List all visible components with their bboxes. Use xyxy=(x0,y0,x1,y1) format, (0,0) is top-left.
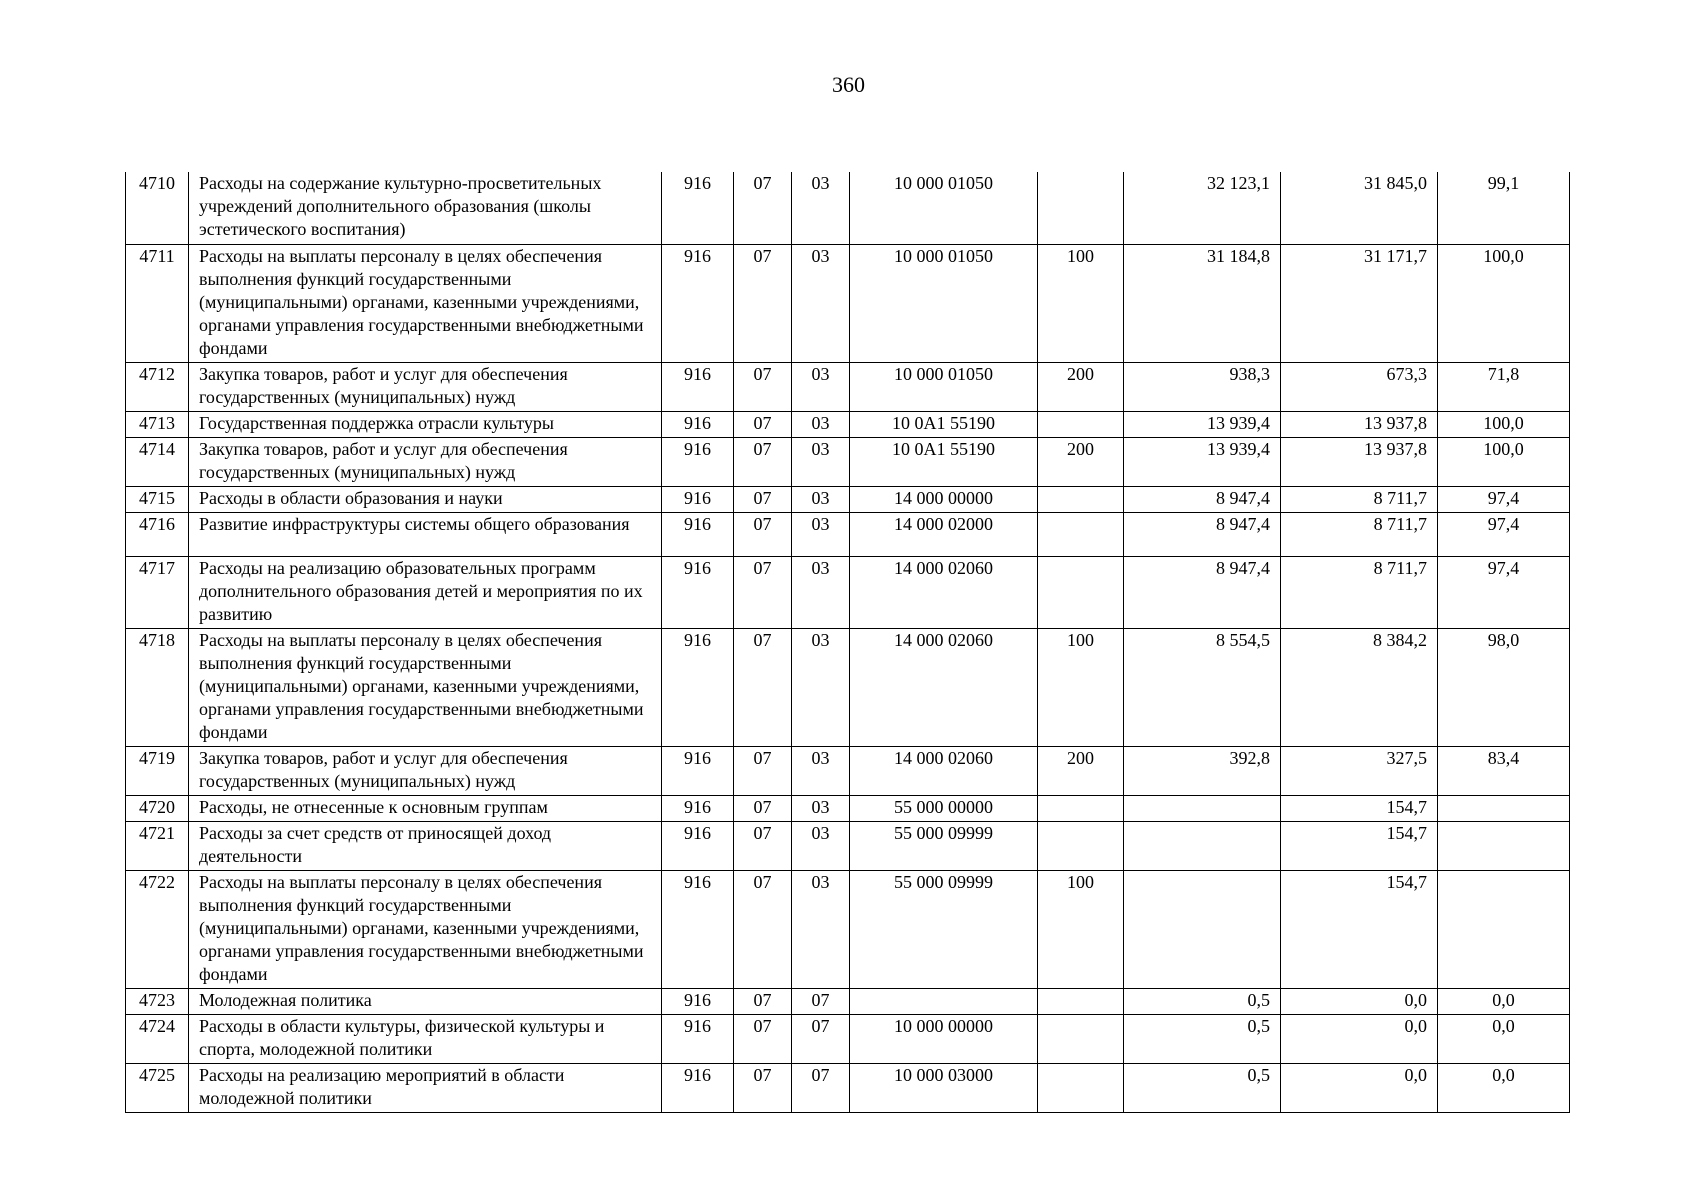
planned-amount-cell: 0,5 xyxy=(1124,1014,1281,1063)
table-row xyxy=(126,437,1570,486)
department-code-cell: 916 xyxy=(662,795,734,821)
expense-type-cell: 200 xyxy=(1038,437,1124,486)
actual-amount-cell: 154,7 xyxy=(1281,795,1438,821)
execution-percent-cell xyxy=(1438,795,1570,821)
expense-type-cell: 200 xyxy=(1038,362,1124,411)
table-row xyxy=(126,1063,1570,1112)
expense-name-cell: Закупка товаров, работ и услуг для обеспечения государственных (муниципальных) нужд xyxy=(189,746,662,795)
section-code-cell: 07 xyxy=(734,486,792,512)
execution-percent-cell: 100,0 xyxy=(1438,411,1570,437)
execution-percent-cell: 71,8 xyxy=(1438,362,1570,411)
section-code-cell: 07 xyxy=(734,512,792,556)
table-row xyxy=(126,512,1570,556)
target-article-cell: 14 000 02060 xyxy=(850,556,1038,628)
department-code-cell: 916 xyxy=(662,172,734,244)
target-article-cell: 14 000 02060 xyxy=(850,746,1038,795)
subsection-code-cell: 03 xyxy=(792,362,850,411)
table-row xyxy=(126,486,1570,512)
expense-name-cell: Государственная поддержка отрасли культуры xyxy=(189,411,662,437)
row-number-cell: 4714 xyxy=(126,437,189,486)
expense-name-cell: Расходы на содержание культурно-просветительных учреждений дополнительного образования (школы эстетического воспитания) xyxy=(189,172,662,244)
execution-percent-cell: 0,0 xyxy=(1438,1014,1570,1063)
section-code-cell: 07 xyxy=(734,870,792,988)
subsection-code-cell: 03 xyxy=(792,556,850,628)
row-number-cell: 4713 xyxy=(126,411,189,437)
planned-amount-cell: 0,5 xyxy=(1124,1063,1281,1112)
planned-amount-cell: 8 947,4 xyxy=(1124,556,1281,628)
subsection-code-cell: 03 xyxy=(792,437,850,486)
department-code-cell: 916 xyxy=(662,512,734,556)
page-number: 360 xyxy=(832,72,865,97)
expense-name-cell: Расходы на выплаты персоналу в целях обеспечения выполнения функций государственными (муниципальными) органами, казенными учреждениями, органами управления государственными внебюджетными фондами xyxy=(189,628,662,746)
department-code-cell: 916 xyxy=(662,746,734,795)
target-article-cell: 14 000 02000 xyxy=(850,512,1038,556)
subsection-code-cell: 03 xyxy=(792,870,850,988)
planned-amount-cell: 392,8 xyxy=(1124,746,1281,795)
target-article-cell: 55 000 09999 xyxy=(850,870,1038,988)
subsection-code-cell: 07 xyxy=(792,988,850,1014)
expense-type-cell xyxy=(1038,988,1124,1014)
table-row xyxy=(126,411,1570,437)
execution-percent-cell xyxy=(1438,870,1570,988)
subsection-code-cell: 03 xyxy=(792,628,850,746)
planned-amount-cell xyxy=(1124,821,1281,870)
expense-name-cell: Расходы на выплаты персоналу в целях обеспечения выполнения функций государственными (муниципальными) органами, казенными учреждениями, органами управления государственными внебюджетными фондами xyxy=(189,244,662,362)
row-number-cell: 4711 xyxy=(126,244,189,362)
actual-amount-cell: 0,0 xyxy=(1281,988,1438,1014)
planned-amount-cell: 13 939,4 xyxy=(1124,437,1281,486)
department-code-cell: 916 xyxy=(662,1014,734,1063)
execution-percent-cell: 0,0 xyxy=(1438,1063,1570,1112)
section-code-cell: 07 xyxy=(734,556,792,628)
subsection-code-cell: 03 xyxy=(792,746,850,795)
target-article-cell: 10 0А1 55190 xyxy=(850,437,1038,486)
actual-amount-cell: 154,7 xyxy=(1281,870,1438,988)
expense-name-cell: Развитие инфраструктуры системы общего образования xyxy=(189,512,662,556)
section-code-cell: 07 xyxy=(734,988,792,1014)
department-code-cell: 916 xyxy=(662,821,734,870)
expense-name-cell: Молодежная политика xyxy=(189,988,662,1014)
department-code-cell: 916 xyxy=(662,362,734,411)
department-code-cell: 916 xyxy=(662,244,734,362)
actual-amount-cell: 8 711,7 xyxy=(1281,556,1438,628)
expense-type-cell xyxy=(1038,1014,1124,1063)
actual-amount-cell: 0,0 xyxy=(1281,1063,1438,1112)
section-code-cell: 07 xyxy=(734,795,792,821)
section-code-cell: 07 xyxy=(734,244,792,362)
target-article-cell: 55 000 09999 xyxy=(850,821,1038,870)
row-number-cell: 4710 xyxy=(126,172,189,244)
table-row xyxy=(126,746,1570,795)
section-code-cell: 07 xyxy=(734,362,792,411)
actual-amount-cell: 8 711,7 xyxy=(1281,486,1438,512)
subsection-code-cell: 03 xyxy=(792,172,850,244)
section-code-cell: 07 xyxy=(734,437,792,486)
execution-percent-cell: 100,0 xyxy=(1438,244,1570,362)
row-number-cell: 4723 xyxy=(126,988,189,1014)
department-code-cell: 916 xyxy=(662,486,734,512)
table-row xyxy=(126,988,1570,1014)
row-number-cell: 4725 xyxy=(126,1063,189,1112)
expense-name-cell: Расходы на реализацию образовательных программ дополнительного образования детей и мероприятия по их развитию xyxy=(189,556,662,628)
target-article-cell: 10 000 01050 xyxy=(850,362,1038,411)
planned-amount-cell: 32 123,1 xyxy=(1124,172,1281,244)
planned-amount-cell: 0,5 xyxy=(1124,988,1281,1014)
expense-name-cell: Расходы, не отнесенные к основным группам xyxy=(189,795,662,821)
budget-table xyxy=(125,172,1570,1113)
actual-amount-cell: 154,7 xyxy=(1281,821,1438,870)
planned-amount-cell: 8 554,5 xyxy=(1124,628,1281,746)
section-code-cell: 07 xyxy=(734,746,792,795)
expense-type-cell xyxy=(1038,1063,1124,1112)
row-number-cell: 4717 xyxy=(126,556,189,628)
table-row xyxy=(126,821,1570,870)
actual-amount-cell: 0,0 xyxy=(1281,1014,1438,1063)
subsection-code-cell: 03 xyxy=(792,244,850,362)
execution-percent-cell xyxy=(1438,821,1570,870)
row-number-cell: 4718 xyxy=(126,628,189,746)
planned-amount-cell: 31 184,8 xyxy=(1124,244,1281,362)
target-article-cell: 10 000 00000 xyxy=(850,1014,1038,1063)
subsection-code-cell: 07 xyxy=(792,1014,850,1063)
execution-percent-cell: 83,4 xyxy=(1438,746,1570,795)
section-code-cell: 07 xyxy=(734,411,792,437)
target-article-cell: 10 000 01050 xyxy=(850,172,1038,244)
row-number-cell: 4716 xyxy=(126,512,189,556)
actual-amount-cell: 31 845,0 xyxy=(1281,172,1438,244)
actual-amount-cell: 8 384,2 xyxy=(1281,628,1438,746)
department-code-cell: 916 xyxy=(662,870,734,988)
execution-percent-cell: 97,4 xyxy=(1438,486,1570,512)
row-number-cell: 4719 xyxy=(126,746,189,795)
execution-percent-cell: 100,0 xyxy=(1438,437,1570,486)
table-row xyxy=(126,795,1570,821)
expense-type-cell xyxy=(1038,512,1124,556)
expense-name-cell: Закупка товаров, работ и услуг для обеспечения государственных (муниципальных) нужд xyxy=(189,362,662,411)
table-row xyxy=(126,870,1570,988)
planned-amount-cell xyxy=(1124,870,1281,988)
expense-type-cell: 100 xyxy=(1038,244,1124,362)
actual-amount-cell: 13 937,8 xyxy=(1281,437,1438,486)
expense-type-cell: 200 xyxy=(1038,746,1124,795)
table-row xyxy=(126,244,1570,362)
actual-amount-cell: 8 711,7 xyxy=(1281,512,1438,556)
actual-amount-cell: 327,5 xyxy=(1281,746,1438,795)
subsection-code-cell: 03 xyxy=(792,411,850,437)
execution-percent-cell: 97,4 xyxy=(1438,512,1570,556)
execution-percent-cell: 98,0 xyxy=(1438,628,1570,746)
department-code-cell: 916 xyxy=(662,1063,734,1112)
expense-type-cell: 100 xyxy=(1038,870,1124,988)
row-number-cell: 4722 xyxy=(126,870,189,988)
row-number-cell: 4724 xyxy=(126,1014,189,1063)
expense-name-cell: Расходы в области культуры, физической культуры и спорта, молодежной политики xyxy=(189,1014,662,1063)
target-article-cell: 10 000 01050 xyxy=(850,244,1038,362)
actual-amount-cell: 31 171,7 xyxy=(1281,244,1438,362)
section-code-cell: 07 xyxy=(734,1063,792,1112)
section-code-cell: 07 xyxy=(734,821,792,870)
expense-name-cell: Расходы на реализацию мероприятий в области молодежной политики xyxy=(189,1063,662,1112)
expense-name-cell: Расходы на выплаты персоналу в целях обеспечения выполнения функций государственными (муниципальными) органами, казенными учреждениями, органами управления государственными внебюджетными фондами xyxy=(189,870,662,988)
subsection-code-cell: 03 xyxy=(792,821,850,870)
table-row xyxy=(126,172,1570,244)
department-code-cell: 916 xyxy=(662,411,734,437)
expense-name-cell: Расходы за счет средств от приносящей доход деятельности xyxy=(189,821,662,870)
target-article-cell: 10 000 03000 xyxy=(850,1063,1038,1112)
planned-amount-cell: 8 947,4 xyxy=(1124,486,1281,512)
expense-name-cell: Закупка товаров, работ и услуг для обеспечения государственных (муниципальных) нужд xyxy=(189,437,662,486)
table-row xyxy=(126,556,1570,628)
target-article-cell: 10 0А1 55190 xyxy=(850,411,1038,437)
expense-type-cell xyxy=(1038,556,1124,628)
target-article-cell xyxy=(850,988,1038,1014)
department-code-cell: 916 xyxy=(662,988,734,1014)
section-code-cell: 07 xyxy=(734,628,792,746)
department-code-cell: 916 xyxy=(662,628,734,746)
planned-amount-cell xyxy=(1124,795,1281,821)
subsection-code-cell: 03 xyxy=(792,486,850,512)
section-code-cell: 07 xyxy=(734,1014,792,1063)
section-code-cell: 07 xyxy=(734,172,792,244)
expense-name-cell: Расходы в области образования и науки xyxy=(189,486,662,512)
planned-amount-cell: 13 939,4 xyxy=(1124,411,1281,437)
department-code-cell: 916 xyxy=(662,556,734,628)
subsection-code-cell: 03 xyxy=(792,795,850,821)
budget-table-body xyxy=(126,172,1570,1112)
execution-percent-cell: 0,0 xyxy=(1438,988,1570,1014)
row-number-cell: 4721 xyxy=(126,821,189,870)
expense-type-cell xyxy=(1038,486,1124,512)
row-number-cell: 4715 xyxy=(126,486,189,512)
expense-type-cell xyxy=(1038,411,1124,437)
subsection-code-cell: 07 xyxy=(792,1063,850,1112)
department-code-cell: 916 xyxy=(662,437,734,486)
planned-amount-cell: 938,3 xyxy=(1124,362,1281,411)
table-row xyxy=(126,1014,1570,1063)
expense-type-cell xyxy=(1038,821,1124,870)
expense-type-cell xyxy=(1038,172,1124,244)
row-number-cell: 4712 xyxy=(126,362,189,411)
actual-amount-cell: 13 937,8 xyxy=(1281,411,1438,437)
expense-type-cell: 100 xyxy=(1038,628,1124,746)
execution-percent-cell: 99,1 xyxy=(1438,172,1570,244)
subsection-code-cell: 03 xyxy=(792,512,850,556)
row-number-cell: 4720 xyxy=(126,795,189,821)
planned-amount-cell: 8 947,4 xyxy=(1124,512,1281,556)
table-row xyxy=(126,362,1570,411)
expense-type-cell xyxy=(1038,795,1124,821)
table-row xyxy=(126,628,1570,746)
target-article-cell: 14 000 00000 xyxy=(850,486,1038,512)
execution-percent-cell: 97,4 xyxy=(1438,556,1570,628)
target-article-cell: 14 000 02060 xyxy=(850,628,1038,746)
actual-amount-cell: 673,3 xyxy=(1281,362,1438,411)
target-article-cell: 55 000 00000 xyxy=(850,795,1038,821)
